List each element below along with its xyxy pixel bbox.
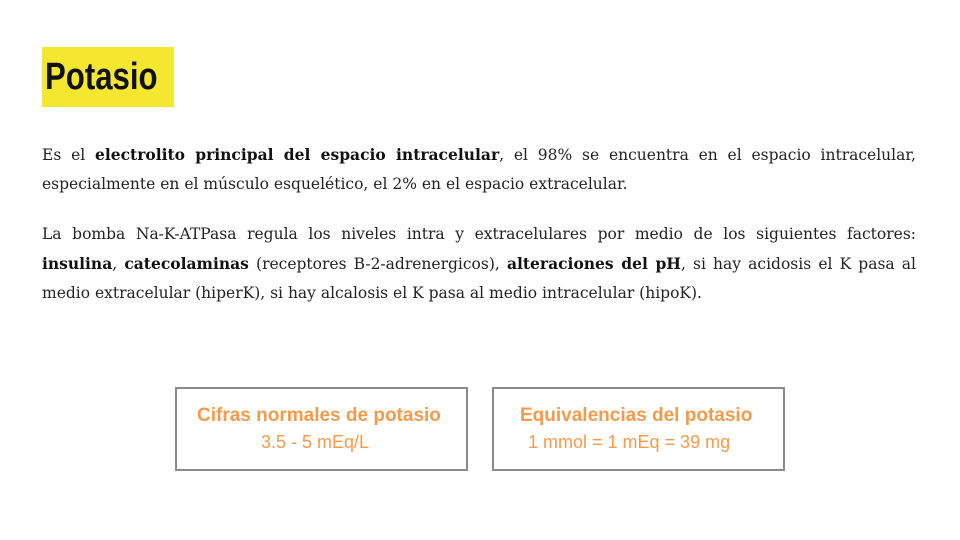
text-run: Es el	[42, 146, 95, 164]
normal-values-heading: Cifras normales de potasio	[197, 405, 441, 426]
equivalences-value: 1 mmol = 1 mEq = 39 mg	[528, 432, 731, 452]
normal-values-box	[175, 387, 468, 471]
bold-run: catecolaminas	[124, 254, 249, 273]
text-run: ,	[112, 255, 125, 273]
bold-run: insulina	[42, 254, 113, 273]
slide-title: Potasio	[45, 55, 158, 98]
equivalences-heading: Equivalencias del potasio	[520, 405, 753, 426]
title-highlight	[42, 47, 174, 107]
text-run: La bomba Na-K-ATPasa regula los niveles intra y extracelulares por medio de los siguientes factores:	[42, 225, 916, 243]
text-run: (receptores B-2-adrenergicos),	[248, 255, 507, 273]
normal-values-range: 3.5 - 5 mEq/L	[261, 432, 370, 452]
paragraph-regulation	[42, 220, 916, 308]
bold-run: electrolito principal del espacio intracelular	[95, 145, 500, 164]
equivalences-box	[492, 387, 785, 471]
bold-run: alteraciones del pH	[506, 254, 681, 273]
paragraph-intro	[42, 140, 916, 199]
text-run: , si hay acidosis el K pasa al medio extracelular (hiperK), si hay alcalosis el K pasa al medio intracelular (hipoK).	[42, 255, 917, 302]
text-run: , el 98% se encuentra en el espacio intracelular, especialmente en el músculo esquelético, el 2% en el espacio extracelular.	[42, 146, 916, 193]
